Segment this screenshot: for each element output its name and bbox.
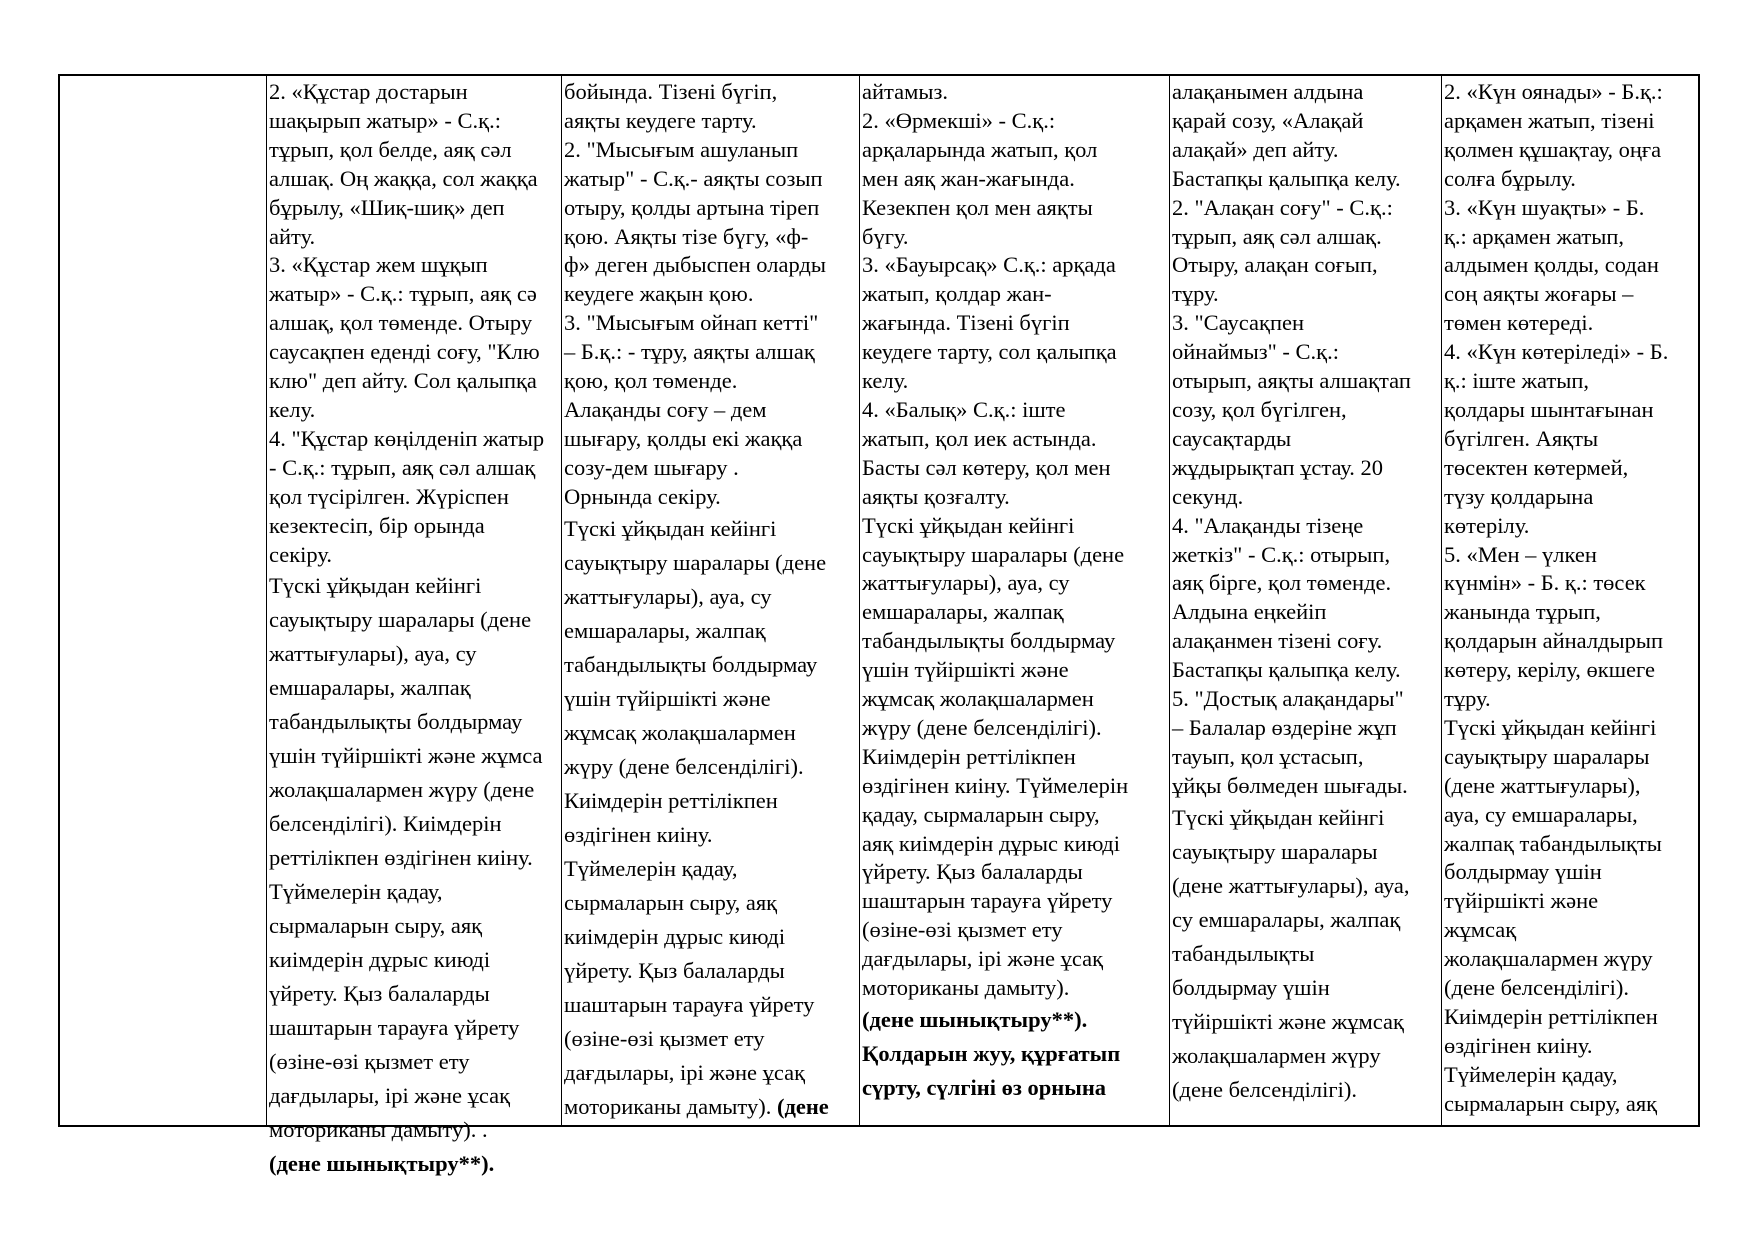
cell-text-line: Бастапқы қалыпқа келу. <box>1172 657 1401 683</box>
cell-text-line: жатып, қол иек астында. <box>862 425 1097 451</box>
cell-text-line: емшаралары, жалпақ <box>564 617 766 643</box>
cell-text-line: табандылықты болдырмау <box>862 628 1116 654</box>
cell-text-line: Бастапқы қалыпқа келу. <box>1172 165 1401 191</box>
cell-text-line: шаштарын тарауға үйрету <box>269 1015 520 1041</box>
table-cell-wednesday <box>860 76 1170 1125</box>
cell-text-line: созу, қол бүгілген, <box>1172 396 1347 422</box>
cell-text-line: Киімдерін реттілікпен <box>564 787 778 813</box>
cell-text-line: ауа, су емшаралары, <box>1444 801 1638 827</box>
table-cell-friday <box>1442 76 1698 1125</box>
cell-text-line: жатыр» - С.қ.: тұрып, аяқ сә <box>269 281 537 307</box>
cell-text-line: алдымен қолды, содан <box>1444 252 1659 278</box>
cell-text-line: киімдерін дұрыс киюді <box>269 947 491 973</box>
cell-text-line: аяқты кеудеге тарту. <box>564 107 757 133</box>
cell-text-line: отырып, аяқты алшақтап <box>1172 368 1411 394</box>
cell-text-line: (дене белсенділігі). <box>1444 975 1630 1001</box>
table-cell-thursday <box>1170 76 1442 1125</box>
cell-text-line: Отыру, алақан соғып, <box>1172 252 1378 278</box>
cell-text-line: мен аяқ жан-жағында. <box>862 165 1075 191</box>
cell-text-line: тұрып, аяқ сәл алшақ. <box>1172 223 1382 249</box>
cell-text-line: үшін түйіршікті және жұмса <box>269 743 543 769</box>
cell-text-line: бүгу. <box>862 223 909 249</box>
table-cell-tuesday <box>562 76 860 1125</box>
cell-text-line: табандылықты болдырмау <box>269 709 523 735</box>
cell-text-line: 4. «Күн көтеріледі» - Б. <box>1444 339 1669 365</box>
cell-text-line: белсенділігі). Киімдерін <box>269 811 502 837</box>
cell-text-line: қ.: арқамен жатып, <box>1444 223 1625 249</box>
cell-text-line: моториканы дамыту). (дене <box>564 1093 829 1119</box>
cell-text-line: Түскі ұйқыдан кейінгі <box>1172 804 1385 830</box>
cell-text-line: сауықтыру шаралары (дене <box>862 541 1125 567</box>
cell-text-line: жаттығулары), ауа, су <box>862 570 1070 596</box>
cell-text-line: 2. «Өрмекші» - С.қ.: <box>862 107 1056 133</box>
cell-text-line: Түскі ұйқыдан кейінгі <box>1444 714 1657 740</box>
cell-text-line: тұрып, қол белде, аяқ сәл <box>269 136 512 162</box>
cell-text-line: алақай» деп айту. <box>1172 136 1339 162</box>
cell-text-line: сырмаларын сыру, аяқ <box>564 889 778 915</box>
cell-text-line: қолдарын айналдырып <box>1444 628 1664 654</box>
cell-text-line: қарай созу, «Алақай <box>1172 107 1364 133</box>
cell-text-line: емшаралары, жалпақ <box>862 599 1064 625</box>
cell-text-line: дағдылары, ірі және ұсақ <box>269 1083 511 1109</box>
cell-text-line: Алдына еңкейіп <box>1172 599 1327 625</box>
cell-text-line: - С.қ.: тұрып, аяқ сәл алшақ <box>269 454 536 480</box>
cell-text-line: 3. «Құстар жем шұқып <box>269 252 488 278</box>
bold-fragment: (дене <box>776 1093 829 1119</box>
cell-text-line: үйрету. Қыз балаларды <box>862 859 1083 885</box>
cell-text-line: жатып, қолдар жан- <box>862 281 1052 307</box>
cell-text-line: Киімдерін реттілікпен <box>862 743 1076 769</box>
schedule-table <box>58 74 1700 1177</box>
cell-text-line: сырмаларын сыру, аяқ <box>269 913 483 939</box>
cell-text-line: болдырмау үшін <box>1172 974 1330 1000</box>
cell-text-line: секіру. <box>269 541 333 567</box>
cell-text-line: кезектесіп, бір орында <box>269 512 485 538</box>
cell-text-line: (дене белсенділігі). <box>1172 1076 1358 1102</box>
cell-text-line: моториканы дамыту). <box>862 975 1070 1001</box>
cell-text-line: жағында. Тізені бүгіп <box>862 310 1070 336</box>
cell-text-line: киімдерін дұрыс киюді <box>564 923 786 949</box>
table-cell-monday <box>267 76 562 1177</box>
cell-text-line: қолмен құшақтау, оңға <box>1444 136 1662 162</box>
cell-text-line: (дене жаттығулары), <box>1444 772 1641 798</box>
cell-text-line: Түскі ұйқыдан кейінгі <box>862 512 1075 538</box>
cell-text-line: 3. "Мысығым ойнап кетті" <box>564 310 819 336</box>
cell-text-line: 2. «Күн оянады» - Б.қ.: <box>1444 79 1663 104</box>
cell-text-line: шаштарын тарауға үйрету <box>862 888 1113 914</box>
cell-text-line: өздігінен киіну. <box>1444 1032 1593 1058</box>
cell-text-line: Түймелерін қадау, <box>1444 1061 1618 1087</box>
cell-text-line: қолдары шынтағынан <box>1444 396 1654 422</box>
cell-text-line: емшаралары, жалпақ <box>269 675 471 701</box>
cell-text-line: келу. <box>269 396 316 422</box>
cell-text-line: бүгілген. Аяқты <box>1444 425 1599 451</box>
cell-text-line: (дене жаттығулары), ауа, <box>1172 872 1410 898</box>
cell-text-line: Алақанды соғу – дем <box>564 396 767 422</box>
cell-text-line: (өзіне-өзі қызмет ету <box>564 1025 765 1051</box>
cell-text-line: алақанымен алдына <box>1172 79 1364 104</box>
cell-text-line: арқамен жатып, тізені <box>1444 107 1655 133</box>
cell-text-line: бойында. Тізені бүгіп, <box>564 79 778 104</box>
cell-text-line: 4. «Балық» С.қ.: іште <box>862 396 1066 422</box>
cell-text-line: 3. "Саусақпен <box>1172 310 1305 336</box>
cell-text-line: су емшаралары, жалпақ <box>1172 906 1401 932</box>
cell-text-line: 4. "Алақанды тізеңе <box>1172 512 1364 538</box>
cell-text-line: дағдылары, ірі және ұсақ <box>564 1059 806 1085</box>
cell-text-line: жеткіз" - С.қ.: отырып, <box>1172 541 1391 567</box>
cell-text-line: – Б.қ.: - тұру, аяқты алшақ <box>564 339 815 365</box>
cell-text-line: үйрету. Қыз балаларды <box>564 957 785 983</box>
cell-text-line: жолақшалармен жүру (дене <box>269 777 535 803</box>
cell-text-line: қол түсірілген. Жүріспен <box>269 483 509 509</box>
cell-text-line: реттілікпен өздігінен киіну. <box>269 845 533 871</box>
cell-text-line: сырмаларын сыру, аяқ <box>1444 1090 1658 1116</box>
cell-text-line: өздігінен киіну. <box>564 821 713 847</box>
cell-text-line: жалпақ табандылықты <box>1444 830 1662 856</box>
cell-text-line: табандылықты болдырмау <box>564 651 818 677</box>
cell-text-line: жұмсақ жолақшалармен <box>862 686 1094 712</box>
cell-text-line: түйіршікті және жұмсақ <box>1172 1008 1404 1034</box>
cell-text-line: 2. «Құстар достарын <box>269 79 468 104</box>
cell-text-line: Киімдерін реттілікпен <box>1444 1004 1658 1029</box>
cell-text-line: көтерілу. <box>1444 512 1530 538</box>
cell-text-line: аяқты қозғалту. <box>862 483 1010 509</box>
cell-text-line: жаттығулары), ауа, су <box>269 641 477 667</box>
cell-text-line: көтеру, керілу, өкшеге <box>1444 657 1655 683</box>
cell-text-line: сауықтыру шаралары <box>1172 838 1378 864</box>
cell-text-line: ойнаймыз" - С.қ.: <box>1172 339 1339 365</box>
cell-text-line: төмен көтереді. <box>1444 310 1594 336</box>
table-cell-empty <box>60 76 267 1125</box>
cell-text-line: жатыр" - С.қ.- аяқты созып <box>564 165 823 191</box>
cell-text-line: соң аяқты жоғары – <box>1444 281 1634 307</box>
cell-text-line: 5. «Мен – үлкен <box>1444 541 1597 567</box>
cell-text-line: табандылықты <box>1172 940 1315 966</box>
cell-text-line: отыру, қолды артына тіреп <box>564 194 820 220</box>
cell-text-line: қадау, сырмаларын сыру, <box>862 801 1100 827</box>
cell-text-line: (дене шынықтыру**). <box>269 1151 495 1177</box>
cell-text-line: болдырмау үшін <box>1444 859 1602 885</box>
cell-text-line: 3. «Күн шуақты» - Б. <box>1444 194 1645 220</box>
cell-text-line: үшін түйіршікті және <box>862 657 1069 683</box>
cell-text-line: моториканы дамыту). . <box>269 1117 488 1143</box>
cell-text-line: өздігінен киіну. Түймелерін <box>862 772 1129 798</box>
cell-text-line: айтамыз. <box>862 79 948 104</box>
cell-text-line: айту. <box>269 223 316 249</box>
cell-text-line: шаштарын тарауға үйрету <box>564 991 815 1017</box>
cell-text-line: жұдырықтап ұстау. 20 <box>1172 454 1384 480</box>
cell-text-line: күнмін» - Б. қ.: төсек <box>1444 570 1646 596</box>
cell-text-line: алақанмен тізені соғу. <box>1172 628 1383 654</box>
cell-text-line: аяқ бірге, қол төменде. <box>1172 570 1392 596</box>
cell-text-line: жүру (дене белсенділігі). <box>862 714 1102 740</box>
cell-text-line: Түймелерін қадау, <box>269 879 443 905</box>
cell-text-line: жүру (дене белсенділігі). <box>564 753 804 779</box>
cell-text-line: төсектен көтермей, <box>1444 454 1629 480</box>
cell-text-line: шақырып жатыр» - С.қ.: <box>269 107 501 133</box>
cell-text-line: секунд. <box>1172 483 1244 509</box>
cell-text-line: жолақшалармен жүру <box>1444 946 1653 972</box>
cell-text-line: үйрету. Қыз балаларды <box>269 981 490 1007</box>
cell-text-line: сүрту, сүлгіні өз орнына <box>862 1075 1107 1100</box>
cell-text-line: қ.: іште жатып, <box>1444 368 1590 394</box>
cell-text-line: сауықтыру шаралары <box>1444 743 1650 769</box>
cell-text-line: Қолдарын жуу, құрғатып <box>862 1041 1121 1066</box>
cell-text-line: ұйқы бөлмеден шығады. <box>1172 772 1408 798</box>
cell-text-line: келу. <box>862 368 909 394</box>
cell-text-line: кеудеге жақын қою. <box>564 281 754 307</box>
cell-text-line: – Балалар өздеріне жұп <box>1172 714 1397 740</box>
cell-text-line: түйіршікті және <box>1444 888 1599 914</box>
cell-text-line: үшін түйіршікті және <box>564 685 771 711</box>
cell-text-line: тұру. <box>1172 281 1219 307</box>
cell-text-line: кеудеге тарту, сол қалыпқа <box>862 339 1117 365</box>
cell-text-line: Басты сәл көтеру, қол мен <box>862 454 1111 480</box>
cell-text-line: сауықтыру шаралары (дене <box>269 607 532 633</box>
cell-text-line: 2. "Алақан соғу" - С.қ.: <box>1172 194 1393 220</box>
cell-text-line: солға бұрылу. <box>1444 165 1576 191</box>
cell-text-line: жолақшалармен жүру <box>1172 1042 1381 1068</box>
cell-text-line: бұрылу, «Шиқ-шиқ» деп <box>269 194 505 220</box>
cell-text-line: түзу қолдарына <box>1444 483 1594 509</box>
cell-text-line: арқаларында жатып, қол <box>862 136 1098 162</box>
cell-text-line: ф» деген дыбыспен оларды <box>564 252 826 278</box>
cell-text-line: 3. «Бауырсақ» С.қ.: арқада <box>862 252 1116 278</box>
cell-text-line: аяқ киімдерін дұрыс киюді <box>862 830 1120 856</box>
cell-text-line: (өзіне-өзі қызмет ету <box>862 917 1063 943</box>
cell-text-line: дағдылары, ірі және ұсақ <box>862 946 1104 972</box>
cell-text-line: жұмсақ жолақшалармен <box>564 719 796 745</box>
cell-text-line: саусақтарды <box>1172 425 1292 451</box>
cell-text-line: жұмсақ <box>1444 917 1517 943</box>
cell-text-line: 2. "Мысығым ашуланып <box>564 136 799 162</box>
cell-text-line: алшақ, қол төменде. Отыру <box>269 310 533 336</box>
cell-text-line: Түскі ұйқыдан кейінгі <box>269 573 482 599</box>
cell-text-line: клю" деп айту. Сол қалыпқа <box>269 368 537 394</box>
cell-text-line: Түскі ұйқыдан кейінгі <box>564 515 777 541</box>
cell-text-line: шығару, қолды екі жаққа <box>564 425 803 451</box>
cell-text-line: Түймелерін қадау, <box>564 855 738 881</box>
cell-text-line: алшақ. Оң жаққа, сол жаққа <box>269 165 538 191</box>
cell-text-line: 4. "Құстар көңілденіп жатыр <box>269 425 545 451</box>
cell-text-line: қою, қол төменде. <box>564 368 738 394</box>
cell-text-line: 5. "Достық алақандары" <box>1172 686 1404 712</box>
cell-text-line: тұру. <box>1444 686 1491 712</box>
cell-text-line: жаттығулары), ауа, су <box>564 583 772 609</box>
cell-text-line: (дене шынықтыру**). <box>862 1007 1088 1032</box>
cell-text-line: созу-дем шығару . <box>564 454 739 480</box>
cell-text-line: Орнында секіру. <box>564 483 721 509</box>
cell-text-line: сауықтыру шаралары (дене <box>564 549 827 575</box>
cell-text-line: қою. Аяқты тізе бүгу, «ф- <box>564 223 809 249</box>
cell-text-line: жанында тұрып, <box>1444 599 1601 625</box>
cell-text-line: (өзіне-өзі қызмет ету <box>269 1049 470 1075</box>
cell-text-line: тауып, қол ұстасып, <box>1172 743 1364 769</box>
cell-text-line: Кезекпен қол мен аяқты <box>862 194 1093 220</box>
cell-text-line: саусақпен еденді соғу, "Клю <box>269 339 540 365</box>
